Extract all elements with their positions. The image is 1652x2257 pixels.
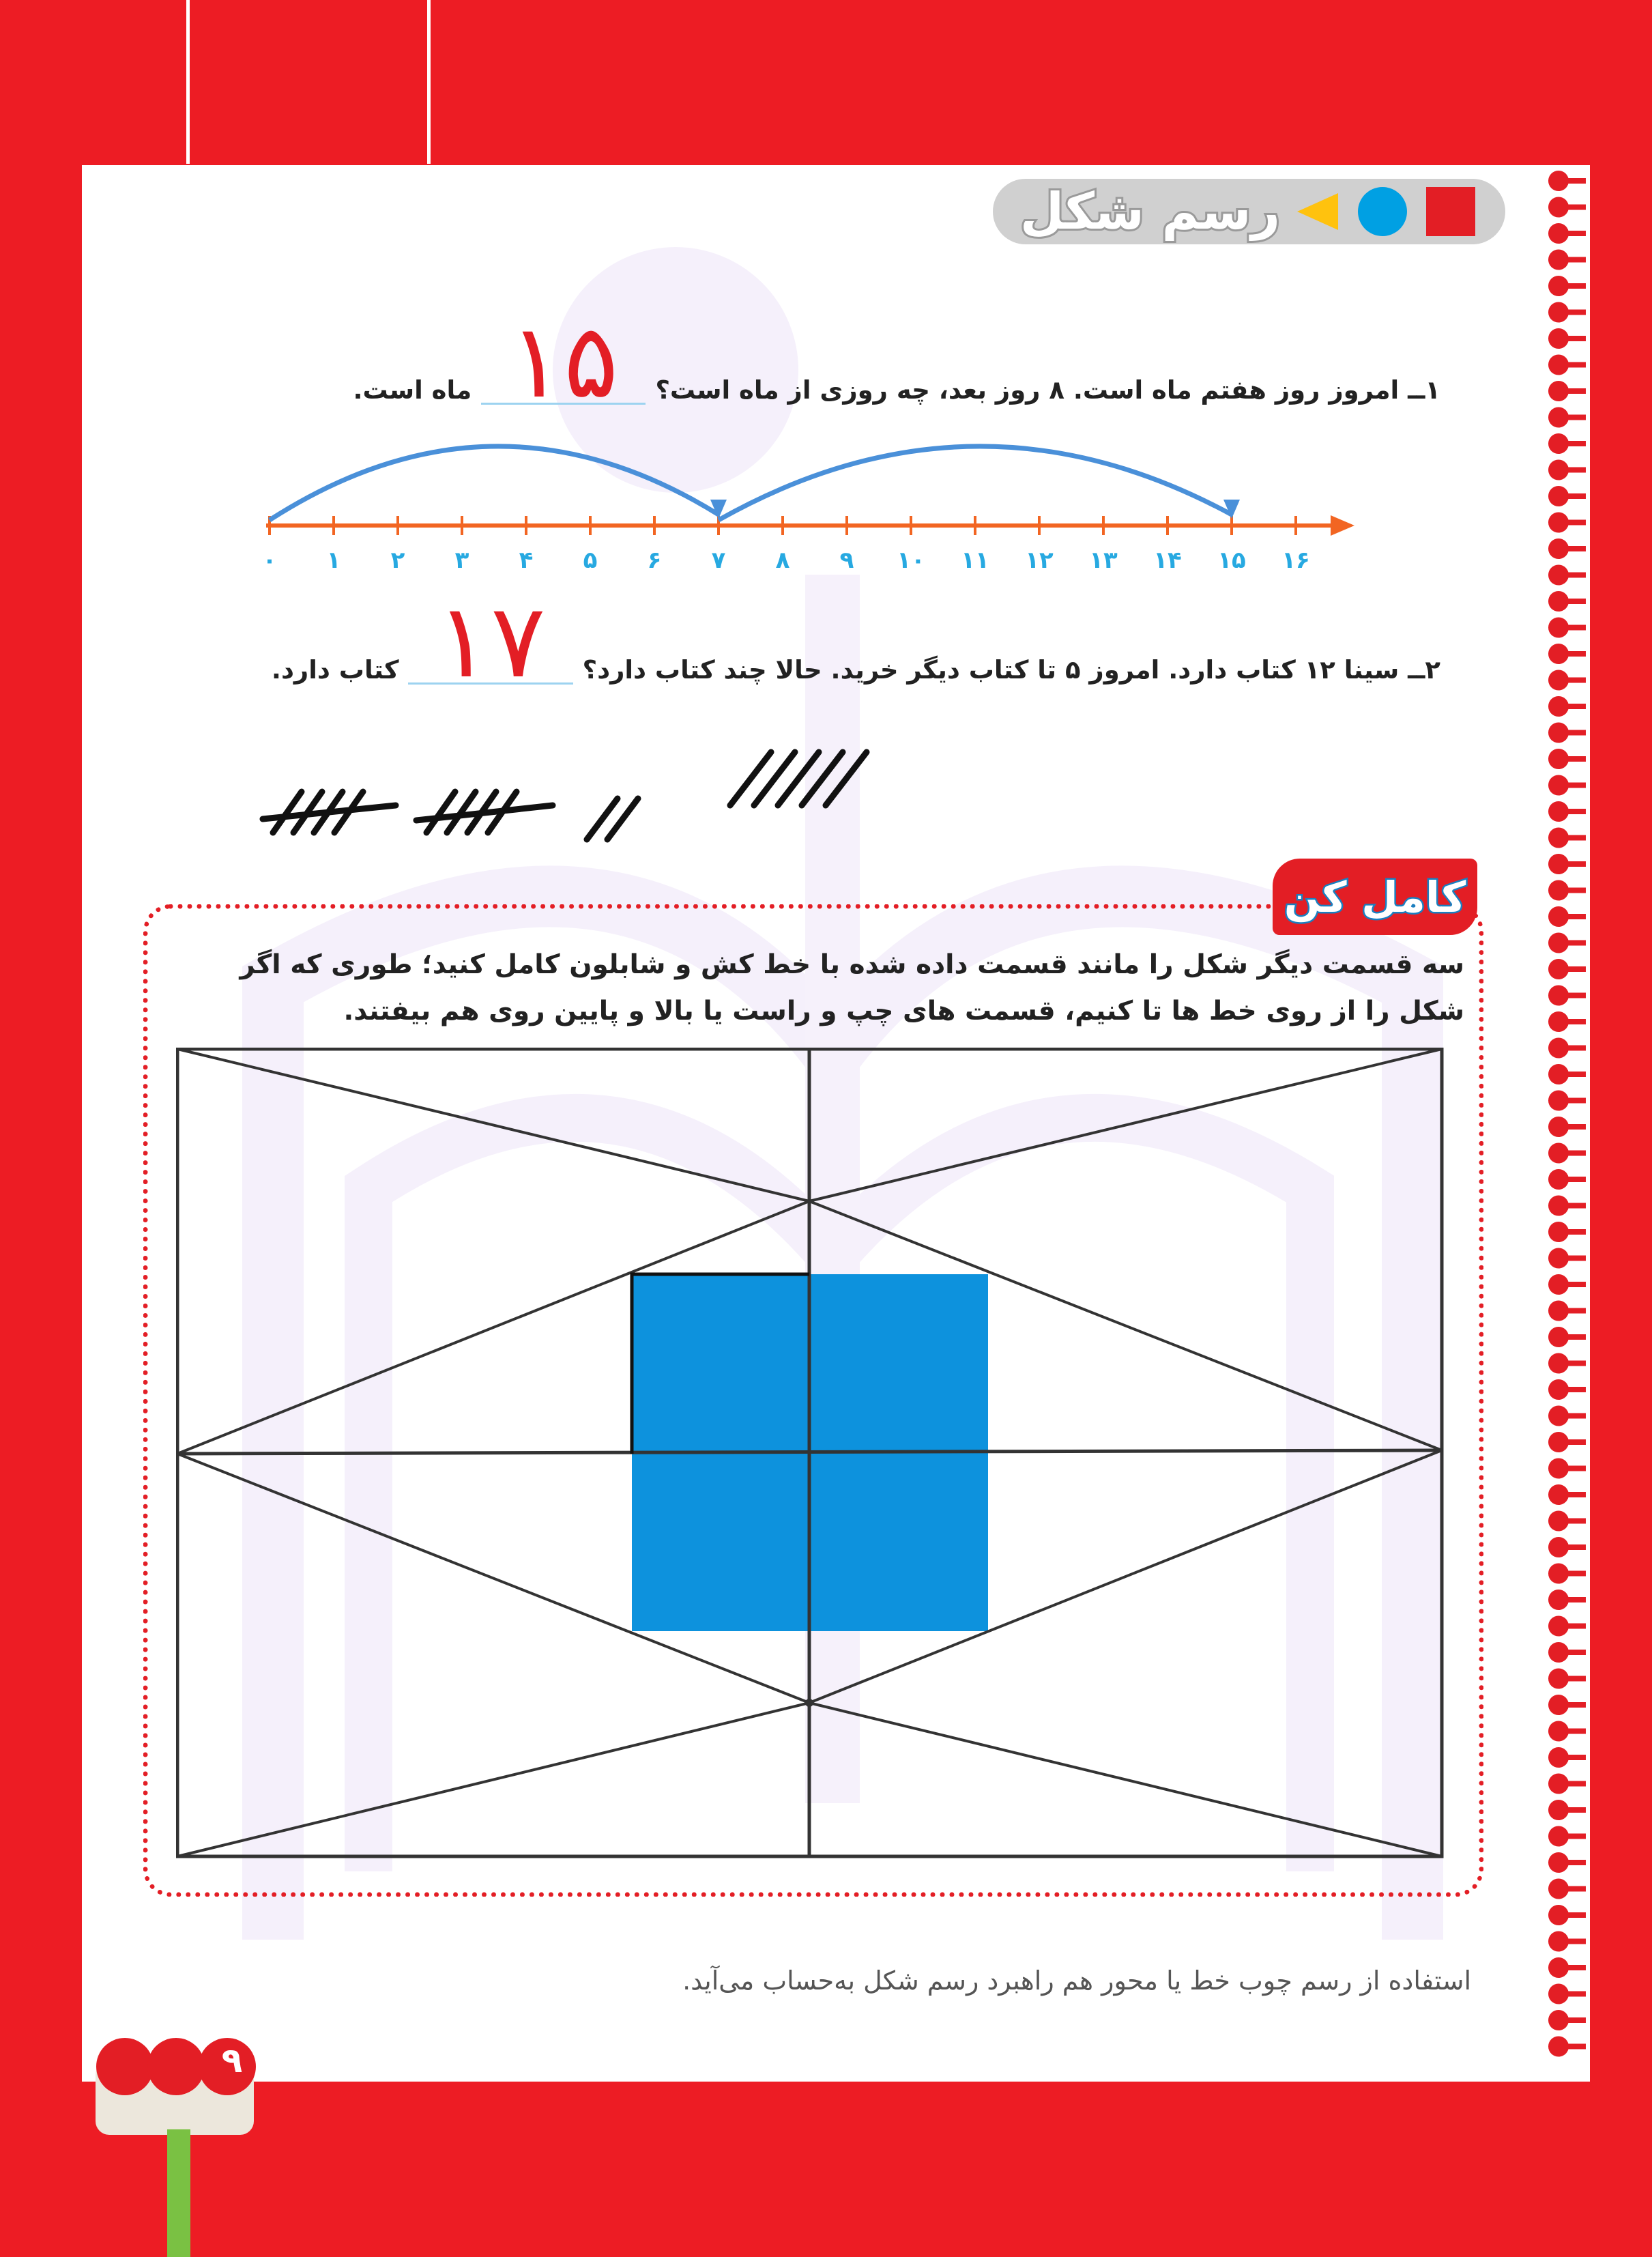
flower-stem (167, 2129, 190, 2257)
page-number: ۹ (221, 2041, 243, 2080)
jump-arc (719, 446, 1232, 520)
top-rule-left (186, 0, 190, 164)
number-line-label: ۸ (775, 547, 790, 574)
number-line-label: ۳ (454, 547, 469, 574)
red-square-icon (1423, 184, 1478, 239)
symmetry-figure[interactable] (176, 1048, 1445, 1860)
number-line-label: ۱۰ (897, 547, 925, 574)
header-title: رسم شکل (1019, 182, 1280, 241)
question-2-answer[interactable]: ۱۷ (408, 601, 573, 685)
tally-group-2 (416, 792, 553, 833)
complete-badge (1273, 859, 1477, 935)
number-line-label: ۲ (390, 547, 405, 574)
number-line-arrow (1331, 515, 1354, 536)
blue-circle-icon (1355, 184, 1410, 239)
section-header (993, 172, 1505, 250)
top-rule-right (427, 0, 431, 164)
number-line-label: ۱۶ (1281, 547, 1310, 574)
tally-group-1 (263, 792, 396, 833)
number-line-label: ۱۳ (1089, 547, 1118, 574)
number-line-label: ۱۱ (961, 547, 989, 574)
number-line-label: ۱۴ (1153, 547, 1182, 574)
number-line-label: ۷ (711, 547, 726, 574)
question-2-suffix: کتاب دارد. (271, 655, 399, 685)
question-2-text: ۲ــ سینا ۱۲ کتاب دارد. امروز ۵ تا کتاب دیگر خرید. حالا چند کتاب دارد؟ (582, 655, 1440, 685)
question-2 (271, 582, 1440, 701)
tally-remaining (587, 799, 638, 839)
jump-arc (270, 446, 719, 520)
complete-instruction: سه قسمت دیگر شکل را مانند قسمت داده شده با خط کش و شابلون کامل کنید؛ طوری که اگر شکل را از روی خط ها تا کنیم، قسمت های چپ و راست یا بالا و پایین روی هم بیفتند. (240, 949, 1464, 1026)
complete-badge-label: کامل کن (1284, 872, 1466, 922)
number-line-label: ۱۲ (1025, 547, 1054, 574)
number-line-label: ۱۵ (1217, 547, 1246, 574)
number-line-label: ۶ (647, 547, 662, 574)
question-1-answer[interactable]: ۱۵ (481, 321, 646, 405)
question-1-text: ۱ــ امروز روز هفتم ماه است. ۸ روز بعد، چه روزی از ماه است؟ (655, 375, 1440, 405)
tally-marks (259, 737, 983, 853)
question-1 (353, 302, 1440, 421)
header-pill (993, 179, 1505, 244)
spiral-binding (1537, 167, 1591, 2078)
number-line-label: ۹ (839, 547, 854, 574)
question-1-suffix: ماه است. (353, 375, 472, 405)
yellow-triangle-icon (1294, 188, 1342, 235)
tally-added (730, 752, 867, 805)
number-line-label: ۴ (519, 547, 534, 574)
horizontal-axis (177, 1450, 1442, 1454)
number-line (246, 403, 1365, 580)
number-line-label: ۵ (583, 547, 598, 574)
number-line-label: ۰ (262, 547, 277, 574)
number-line-label: ۱ (326, 547, 341, 574)
footnote: استفاده از رسم چوب خط یا محور هم راهبرد رسم شکل به‌حساب می‌آید. (682, 1966, 1471, 1996)
